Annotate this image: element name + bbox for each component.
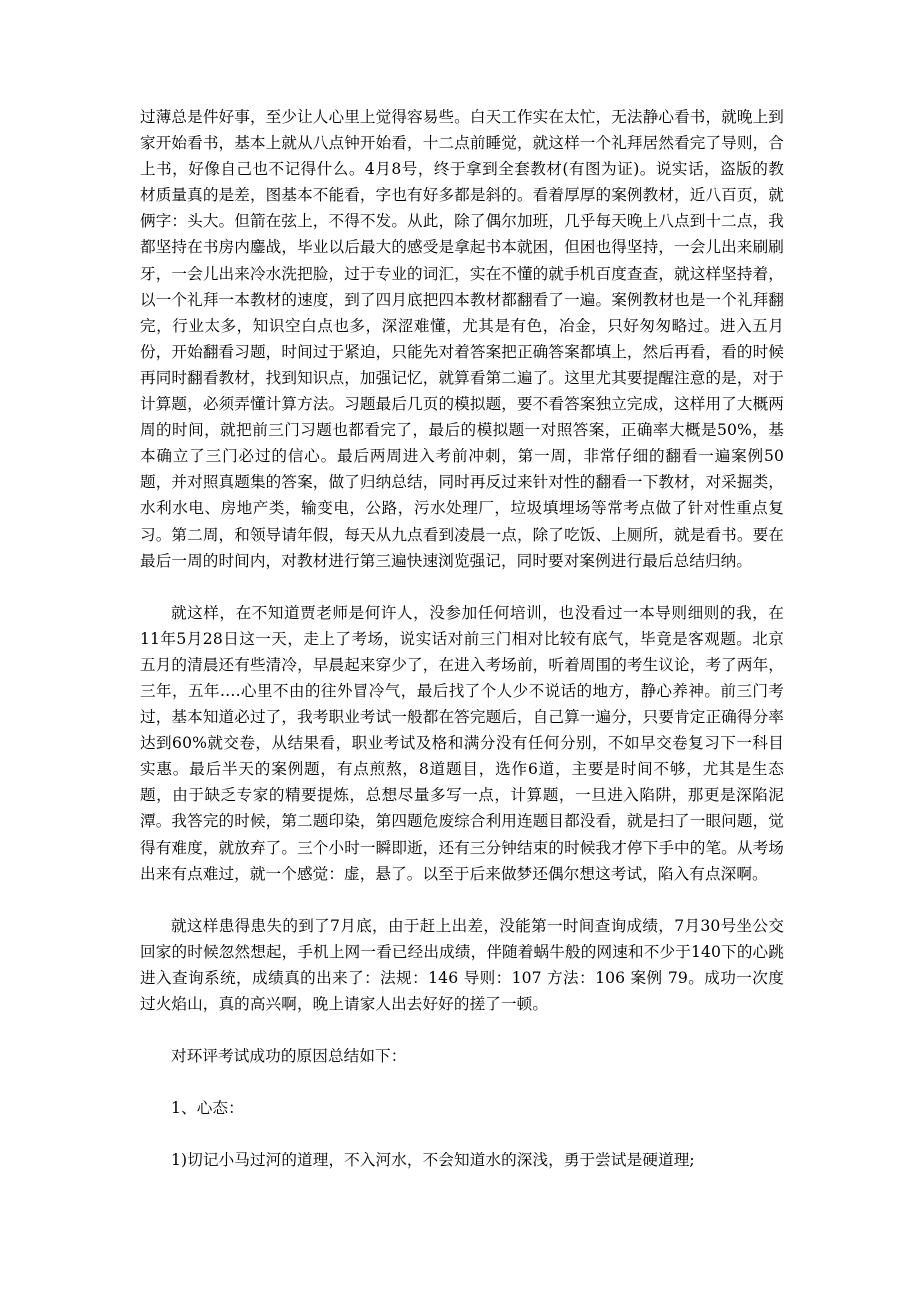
paragraph-results: 就这样患得患失的到了7月底，由于赶上出差，没能第一时间查询成绩，7月30号坐公交回家的时候忽然想起，手机上网一看已经出成绩，伴随着蜗牛般的网速和不少于140下的心跳进入查询系统，成绩真的出来了：法规：146 导则：107 方法：106 案例 79。成功一次度过火焰山，真的高兴啊，晚上请家人出去好好的搓了一顿。 [140,916,784,1013]
paragraph-study-process: 过薄总是件好事，至少让人心里上觉得容易些。白天工作实在太忙，无法静心看书，就晚上到家开始看书，基本上就从八点钟开始看，十二点前睡觉，就这样一个礼拜居然看完了导则，合上书，好像自己也不记得什么。4月8号，终于拿到全套教材(有图为证)。说实话，盗版的教材质量真的是差，图基本不能看，字也有好多都是斜的。看着厚厚的案例教材，近八百页，就俩字：头大。但箭在弦上，不得不发。从此，除了偶尔加班，几乎每天晚上八点到十二点，我都坚持在书房内鏖战，毕业以后最大的感受是拿起书本就困，但困也得坚持，一会儿出来刷刷牙，一会儿出来冷水洗把脸，过于专业的词汇，实在不懂的就手机百度查查，就这样坚持着，以一个礼拜一本教材的速度，到了四月底把四本教材都翻看了一遍。案例教材也是一个礼拜翻完，行业太多，知识空白点也多，深涩难懂，尤其是有色，冶金，只好匆匆略过。进入五月份，开始翻看习题，时间过于紧迫，只能先对着答案把正确答案都填上，然后再看，看的时候再同时翻看教材，找到知识点，加强记忆，就算看第二遍了。这里尤其要提醒注意的是，对于计算题，必须弄懂计算方法。习题最后几页的模拟题，要不看答案独立完成，这样用了大概两周的时间，就把前三门习题也都看完了，最后的模拟题一对照答案，正确率大概是50%，基本确立了三门必过的信心。最后两周进入考前冲刺，第一周，非常仔细的翻看一遍案例50题，并对照真题集的答案，做了归纳总结，同时再反过来针对性的翻看一下教材，对采掘类，水利水电、房地产类，输变电，公路，污水处理厂，垃圾填埋场等常考点做了针对性重点复习。第二周，和领导请年假，每天从九点看到凌晨一点，除了吃饭、上厕所，就是看书。要在最后一周的时间内，对教材进行第三遍快速浏览强记，同时要对案例进行最后总结归纳。 [140,108,784,570]
paragraph-gap [140,1121,784,1147]
paragraph-exam-day: 就这样，在不知道贾老师是何许人，没参加任何培训，也没看过一本导则细则的我，在11年5月28日这一天，走上了考场，说实话对前三门相对比较有底气，毕竟是客观题。北京五月的清晨还有些清冷，早晨起来穿少了，在进入考场前，听着周围的考生议论，考了两年，三年，五年….心里不由的往外冒冷气，最后找了个人少不说话的地方，静心养神。前三门考过，基本知道必过了，我考职业考试一般都在答完题后，自己算一遍分，只要肯定正确得分率达到60%就交卷，从结果看，职业考试及格和满分没有任何分别，不如早交卷复习下一科目实惠。最后半天的案例题，有点煎熬，8道题目，选作6道，主要是时间不够，尤其是生态题，由于缺乏专家的精要提炼，总想尽量多写一点，计算题，一旦进入陷阱，那更是深陷泥潭。我答完的时候，第二题印染，第四题危废综合利用连题目都没看，就是扫了一眼问题，觉得有难度，就放弃了。三个小时一瞬即逝，还有三分钟结束的时候我才停下手中的笔。从考场出来有点难过，就一个感觉：虚，悬了。以至于后来做梦还偶尔想这考试，陷入有点深啊。 [140,603,784,883]
paragraph-gap [140,1069,784,1095]
paragraph-gap [140,887,784,913]
paragraph-summary-intro: 对环评考试成功的原因总结如下： [171,1047,407,1066]
document-page [140,104,784,1173]
paragraph-gap [140,574,784,600]
section-heading-mindset: 1、心态： [171,1099,244,1118]
paragraph-gap [140,1017,784,1043]
list-item-1: 1)切记小马过河的道理，不入河水，不会知道水的深浅，勇于尝试是硬道理; [171,1151,695,1170]
